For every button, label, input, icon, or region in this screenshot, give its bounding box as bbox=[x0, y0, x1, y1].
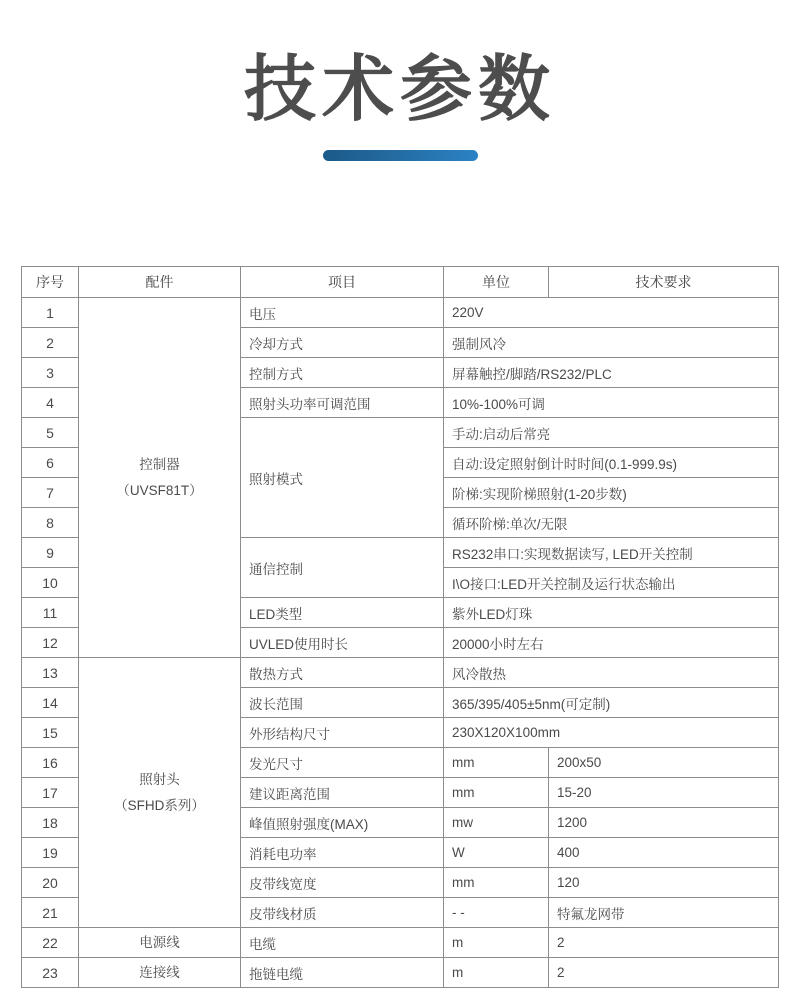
requirement-value: 20000小时左右 bbox=[444, 628, 779, 658]
item-label: 皮带线宽度 bbox=[241, 868, 444, 898]
column-header-req: 技术要求 bbox=[549, 267, 779, 298]
spec-table bbox=[21, 266, 779, 988]
part-cell-controller bbox=[79, 298, 241, 658]
part-cell-power-cable: 电源线 bbox=[79, 928, 241, 958]
row-number: 22 bbox=[22, 928, 79, 958]
requirement-value: 15-20 bbox=[549, 778, 779, 808]
row-number: 16 bbox=[22, 748, 79, 778]
requirement-value: 2 bbox=[549, 928, 779, 958]
requirement-value: 365/395/405±5nm(可定制) bbox=[444, 688, 779, 718]
row-number: 17 bbox=[22, 778, 79, 808]
table-row bbox=[22, 658, 779, 688]
part-name: 照射头 bbox=[139, 771, 180, 787]
requirement-value: 紫外LED灯珠 bbox=[444, 598, 779, 628]
requirement-value: 220V bbox=[444, 298, 779, 328]
item-label: 皮带线材质 bbox=[241, 898, 444, 928]
item-label: 波长范围 bbox=[241, 688, 444, 718]
requirement-value: 10%-100%可调 bbox=[444, 388, 779, 418]
item-label: 发光尺寸 bbox=[241, 748, 444, 778]
title-underline-bar bbox=[323, 150, 478, 161]
column-header-no: 序号 bbox=[22, 267, 79, 298]
title-block bbox=[0, 0, 800, 161]
row-number: 18 bbox=[22, 808, 79, 838]
row-number: 9 bbox=[22, 538, 79, 568]
requirement-value: 循环阶梯:单次/无限 bbox=[444, 508, 779, 538]
requirement-value: 手动:启动后常亮 bbox=[444, 418, 779, 448]
column-header-item: 项目 bbox=[241, 267, 444, 298]
unit-value: - - bbox=[444, 898, 549, 928]
row-number: 10 bbox=[22, 568, 79, 598]
row-number: 3 bbox=[22, 358, 79, 388]
row-number: 11 bbox=[22, 598, 79, 628]
requirement-value: RS232串口:实现数据读写, LED开关控制 bbox=[444, 538, 779, 568]
item-label-irradiation-mode: 照射模式 bbox=[241, 418, 444, 538]
table-body bbox=[22, 298, 779, 988]
requirement-value: 阶梯:实现阶梯照射(1-20步数) bbox=[444, 478, 779, 508]
unit-value: W bbox=[444, 838, 549, 868]
item-label: 电缆 bbox=[241, 928, 444, 958]
item-label: 外形结构尺寸 bbox=[241, 718, 444, 748]
table-row bbox=[22, 928, 779, 958]
part-name: 控制器 bbox=[139, 456, 180, 472]
item-label: 冷却方式 bbox=[241, 328, 444, 358]
row-number: 1 bbox=[22, 298, 79, 328]
requirement-value: 230X120X100mm bbox=[444, 718, 779, 748]
row-number: 7 bbox=[22, 478, 79, 508]
unit-value: mm bbox=[444, 868, 549, 898]
requirement-value: 120 bbox=[549, 868, 779, 898]
item-label: 消耗电功率 bbox=[241, 838, 444, 868]
item-label: UVLED使用时长 bbox=[241, 628, 444, 658]
requirement-value: 2 bbox=[549, 958, 779, 988]
row-number: 13 bbox=[22, 658, 79, 688]
table-header-row bbox=[22, 267, 779, 298]
item-label: 电压 bbox=[241, 298, 444, 328]
requirement-value: I\O接口:LED开关控制及运行状态输出 bbox=[444, 568, 779, 598]
requirement-value: 400 bbox=[549, 838, 779, 868]
part-cell-connect-cable: 连接线 bbox=[79, 958, 241, 988]
table-row bbox=[22, 298, 779, 328]
row-number: 5 bbox=[22, 418, 79, 448]
row-number: 15 bbox=[22, 718, 79, 748]
column-header-part: 配件 bbox=[79, 267, 241, 298]
item-label: 控制方式 bbox=[241, 358, 444, 388]
unit-value: mw bbox=[444, 808, 549, 838]
row-number: 6 bbox=[22, 448, 79, 478]
table-header bbox=[22, 267, 779, 298]
item-label: 峰值照射强度(MAX) bbox=[241, 808, 444, 838]
row-number: 20 bbox=[22, 868, 79, 898]
row-number: 14 bbox=[22, 688, 79, 718]
requirement-value: 1200 bbox=[549, 808, 779, 838]
part-model: （UVSF81T） bbox=[116, 482, 203, 498]
part-cell-head bbox=[79, 658, 241, 928]
unit-value: m bbox=[444, 928, 549, 958]
item-label: 建议距离范围 bbox=[241, 778, 444, 808]
requirement-value: 屏幕触控/脚踏/RS232/PLC bbox=[444, 358, 779, 388]
unit-value: m bbox=[444, 958, 549, 988]
requirement-value: 特氟龙网带 bbox=[549, 898, 779, 928]
unit-value: mm bbox=[444, 748, 549, 778]
requirement-value: 强制风冷 bbox=[444, 328, 779, 358]
requirement-value: 200x50 bbox=[549, 748, 779, 778]
page-title: 技术参数 bbox=[243, 47, 556, 131]
item-label: LED类型 bbox=[241, 598, 444, 628]
column-header-unit: 单位 bbox=[444, 267, 549, 298]
row-number: 8 bbox=[22, 508, 79, 538]
requirement-value: 风冷散热 bbox=[444, 658, 779, 688]
table-row bbox=[22, 958, 779, 988]
row-number: 12 bbox=[22, 628, 79, 658]
item-label: 照射头功率可调范围 bbox=[241, 388, 444, 418]
row-number: 19 bbox=[22, 838, 79, 868]
row-number: 21 bbox=[22, 898, 79, 928]
spec-table-container bbox=[21, 266, 778, 988]
part-model: （SFHD系列） bbox=[114, 797, 205, 813]
row-number: 23 bbox=[22, 958, 79, 988]
row-number: 4 bbox=[22, 388, 79, 418]
item-label-comm-control: 通信控制 bbox=[241, 538, 444, 598]
unit-value: mm bbox=[444, 778, 549, 808]
item-label: 拖链电缆 bbox=[241, 958, 444, 988]
requirement-value: 自动:设定照射倒计时时间(0.1-999.9s) bbox=[444, 448, 779, 478]
row-number: 2 bbox=[22, 328, 79, 358]
item-label: 散热方式 bbox=[241, 658, 444, 688]
